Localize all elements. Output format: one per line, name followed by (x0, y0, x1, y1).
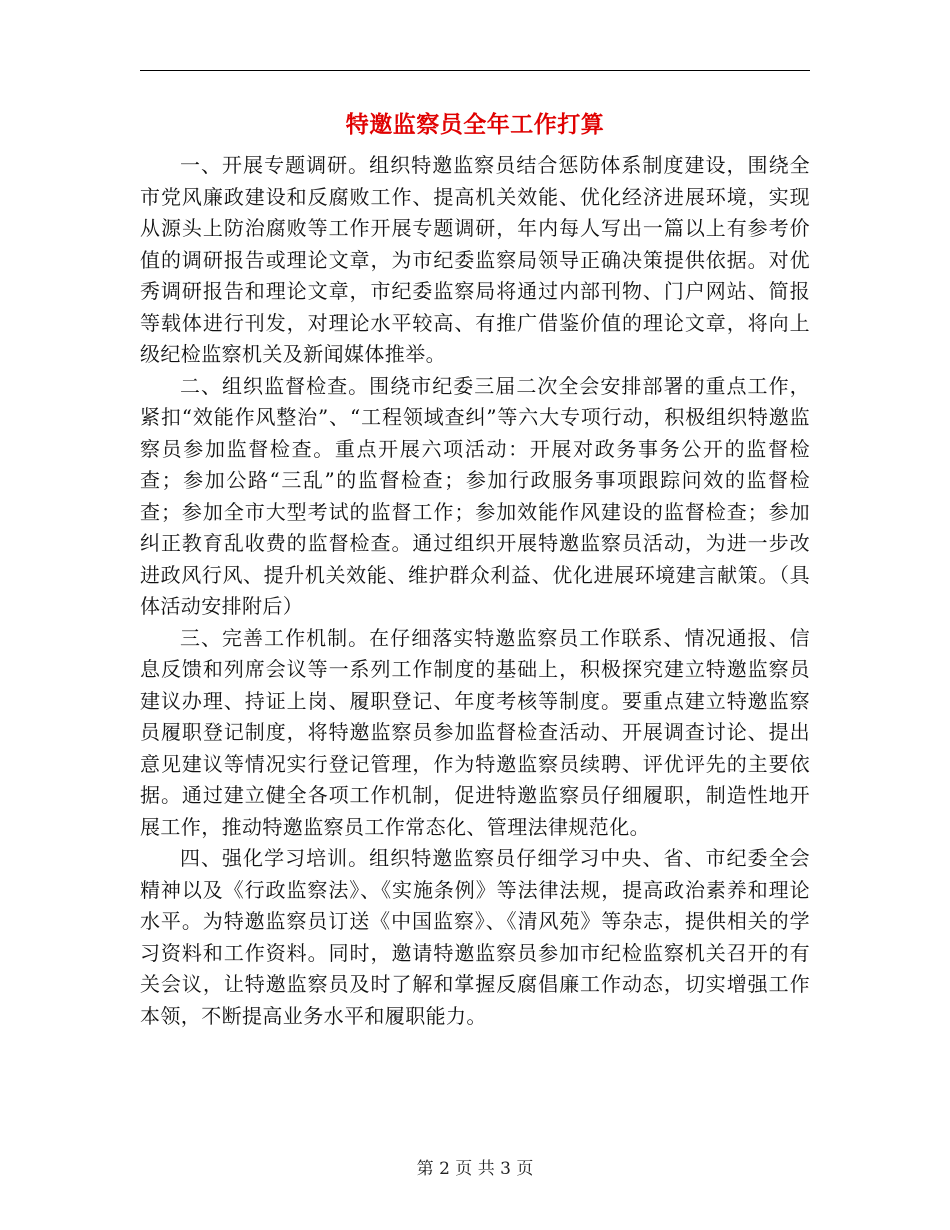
paragraph-mechanism: 三、完善工作机制。在仔细落实特邀监察员工作联系、情况通报、信息反馈和列席会议等一系列工作制度的基础上，积极探究建立特邀监察员建议办理、持证上岗、履职登记、年度考核等制度。要重点建立特邀监察员履职登记制度，将特邀监察员参加监督检查活动、开展调查讨论、提出意见建议等情况实行登记管理，作为特邀监察员续聘、评优评先的主要依据。通过建立健全各项工作机制，促进特邀监察员仔细履职，制造性地开展工作，推动特邀监察员工作常态化、管理法律规范化。 (140, 625, 810, 839)
paragraph-training: 四、强化学习培训。组织特邀监察员仔细学习中央、省、市纪委全会精神以及《行政监察法》、《实施条例》等法律法规，提高政治素养和理论水平。为特邀监察员订送《中国监察》、《清风苑》等杂志，提供相关的学习资料和工作资料。同时，邀请特邀监察员参加市纪检监察机关召开的有关会议，让特邀监察员及时了解和掌握反腐倡廉工作动态，切实增强工作本领，不断提高业务水平和履职能力。 (140, 846, 810, 1028)
document-title: 特邀监察员全年工作打算 (345, 111, 605, 138)
footer-total-pages: 3 (500, 1159, 511, 1179)
footer-current-page: 2 (439, 1159, 450, 1179)
paragraph-research: 一、开展专题调研。组织特邀监察员结合惩防体系制度建设，围绕全市党风廉政建设和反腐败工作、提高机关效能、优化经济进展环境，实现从源头上防治腐败等工作开展专题调研，年内每人写出一篇以上有参考价值的调研报告或理论文章，为市纪委监察局领导正确决策提供依据。对优秀调研报告和理论文章，市纪委监察局将通过内部刊物、门户网站、简报等载体进行刊发，对理论水平较高、有推广借鉴价值的理论文章，将向上级纪检监察机关及新闻媒体推举。 (140, 153, 810, 366)
paragraph-inspection: 二、组织监督检查。围绕市纪委三届二次全会安排部署的重点工作，紧扣“效能作风整治”、“工程领域查纠”等六大专项行动，积极组织特邀监察员参加监督检查。重点开展六项活动：开展对政务事务公开的监督检查；参加公路“三乱”的监督检查；参加行政服务事项跟踪问效的监督检查；参加全市大型考试的监督工作；参加效能作风建设的监督检查；参加纠正教育乱收费的监督检查。通过组织开展特邀监察员活动，为进一步改进政风行风、提升机关效能、维护群众利益、优化进展环境建言献策。（具体活动安排附后） (140, 373, 810, 618)
document-body (140, 150, 810, 1032)
header-rule (140, 70, 810, 71)
page-footer (0, 1154, 950, 1179)
footer-suffix: 页 (516, 1159, 534, 1179)
footer-middle: 页 共 (455, 1159, 495, 1179)
footer-prefix: 第 (416, 1159, 434, 1179)
